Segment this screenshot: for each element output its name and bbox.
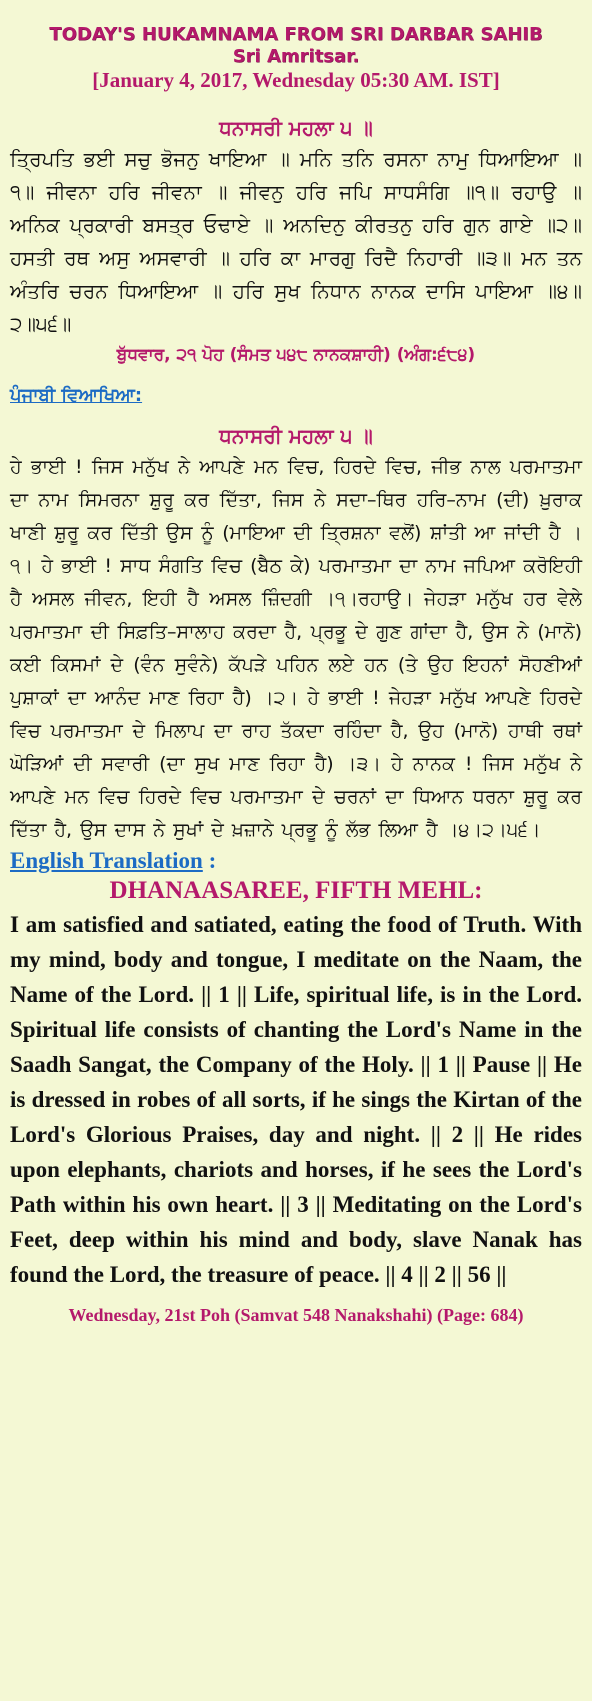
english-raag-heading: DHANAASAREE, FIFTH MEHL: [109,877,483,904]
location-line: Sri Amritsar. [232,46,360,67]
gurbani-text: ਤ੍ਰਿਪਤਿ ਭਈ ਸਚੁ ਭੋਜਨੁ ਖਾਇਆ ॥ ਮਨਿ ਤਨਿ ਰਸਨਾ ਨਾਮੁ ਧਿਆਇਆ ॥੧॥ ਜੀਵਨਾ ਹਰਿ ਜੀਵਨਾ ॥ ਜੀਵਨੁ ਹਰਿ ਜਪਿ ਸਾਧਸੰਗਿ ॥੧॥ ਰਹਾਉ ॥ ਅਨਿਕ ਪ੍ਰਕਾਰੀ ਬਸਤ੍ਰ ਓਢਾਏ ॥ ਅਨਦਿਨੁ ਕੀਰਤਨੁ ਹਰਿ ਗੁਨ ਗਾਏ ॥੨॥ ਹਸਤੀ ਰਥ ਅਸੁ ਅਸਵਾਰੀ ॥ ਹਰਿ ਕਾ ਮਾਰਗੁ ਰਿਦੈ ਨਿਹਾਰੀ ॥੩॥ ਮਨ ਤਨ ਅੰਤਰਿ ਚਰਨ ਧਿਆਇਆ ॥ ਹਰਿ ਸੁਖ ਨਿਧਾਨ ਨਾਨਕ ਦਾਸਿ ਪਾਇਆ ॥੪॥੨॥੫੬॥ [10,147,582,336]
english-translation-text: I am satisfied and satiated, eating the food of Truth. With my mind, body and tongue, I meditate on the Naam, the Name of the Lord. || 1 || Life, spiritual life, is in the Lord. Spiritual life consists of chanting the Lord's Name in the Saadh Sangat, the Company of the Holy. || 1 || Pause || He is dressed in robes of all sorts, if he sings the Kirtan of the Lord's Glorious Praises, day and night. || 2 || He rides upon elephants, chariots and horses, if he sees the Lord's Path within his own heart. || 3 || Meditating on the Lord's Feet, deep within his mind and body, slave Nanak has found the Lord, the treasure of peace. || 4 || 2 || 56 || [10,912,582,1287]
punjabi-explanation-text: ਹੇ ਭਾਈ ! ਜਿਸ ਮਨੁੱਖ ਨੇ ਆਪਣੇ ਮਨ ਵਿਚ, ਹਿਰਦੇ ਵਿਚ, ਜੀਭ ਨਾਲ ਪਰਮਾਤਮਾ ਦਾ ਨਾਮ ਸਿਮਰਨਾ ਸ਼ੁਰੂ ਕਰ ਦਿੱਤਾ, ਜਿਸ ਨੇ ਸਦਾ–ਥਿਰ ਹਰਿ–ਨਾਮ (ਦੀ) ਖ਼ੁਰਾਕ ਖਾਣੀ ਸ਼ੁਰੂ ਕਰ ਦਿੱਤੀ ਉਸ ਨੂੰ (ਮਾਇਆ ਦੀ ਤ੍ਰਿਸ਼ਨਾ ਵਲੋਂ) ਸ਼ਾਂਤੀ ਆ ਜਾਂਦੀ ਹੈ ।੧। ਹੇ ਭਾਈ ! ਸਾਧ ਸੰਗਤਿ ਵਿਚ (ਬੈਠ ਕੇ) ਪਰਮਾਤਮਾ ਦਾ ਨਾਮ ਜਪਿਆ ਕਰੋਇਹੀ ਹੈ ਅਸਲ ਜੀਵਨ, ਇਹੀ ਹੈ ਅਸਲ ਜ਼ਿੰਦਗੀ ।੧।ਰਹਾਉ। ਜੇਹੜਾ ਮਨੁੱਖ ਹਰ ਵੇਲੇ ਪਰਮਾਤਮਾ ਦੀ ਸਿਫ਼ਤਿ–ਸਾਲਾਹ ਕਰਦਾ ਹੈ, ਪ੍ਰਭੂ ਦੇ ਗੁਣ ਗਾਂਦਾ ਹੈ, ਉਸ ਨੇ (ਮਾਨੋ) ਕਈ ਕਿਸਮਾਂ ਦੇ (ਵੰਨ ਸੁਵੰਨੇ) ਕੱਪੜੇ ਪਹਿਨ ਲਏ ਹਨ (ਤੇ ਉਹ ਇਹਨਾਂ ਸੋਹਣੀਆਂ ਪੁਸ਼ਾਕਾਂ ਦਾ ਆਨੰਦ ਮਾਣ ਰਿਹਾ ਹੈ) ।੨। ਹੇ ਭਾਈ ! ਜੇਹੜਾ ਮਨੁੱਖ ਆਪਣੇ ਹਿਰਦੇ ਵਿਚ ਪਰਮਾਤਮਾ ਦੇ ਮਿਲਾਪ ਦਾ ਰਾਹ ਤੱਕਦਾ ਰਹਿੰਦਾ ਹੈ, ਉਹ (ਮਾਨੋ) ਹਾਥੀ ਰਥਾਂ ਘੋੜਿਆਂ ਦੀ ਸਵਾਰੀ (ਦਾ ਸੁਖ ਮਾਣ ਰਿਹਾ ਹੈ) ।੩। ਹੇ ਨਾਨਕ ! ਜਿਸ ਮਨੁੱਖ ਨੇ ਆਪਣੇ ਮਨ ਵਿਚ ਹਿਰਦੇ ਵਿਚ ਪਰਮਾਤਮਾ ਦੇ ਚਰਨਾਂ ਦਾ ਧਿਆਨ ਧਰਨਾ ਸ਼ੁਰੂ ਕਰ ਦਿੱਤਾ ਹੈ, ਉਸ ਦਾਸ ਨੇ ਸੁਖਾਂ ਦੇ ਖ਼ਜ਼ਾਨੇ ਪ੍ਰਭੂ ਨੂੰ ਲੱਭ ਲਿਆ ਹੈ ।੪।੨।੫੬। [10,456,582,841]
date-page-info-punjabi: ਬੁੱਧਵਾਰ, ੨੧ ਪੋਹ (ਸੰਮਤ ੫੪੮ ਨਾਨਕਸ਼ਾਹੀ) (ਅੰਗ:੬੮੪) [116,345,476,365]
page-title: TODAY'S HUKAMNAMA FROM SRI DARBAR SAHIB [49,24,543,45]
punjabi-explanation-heading: ਪੰਜਾਬੀ ਵਿਆਖਿਆ: [10,385,143,406]
explanation-raag-heading: ਧਨਾਸਰੀ ਮਹਲਾ ੫ ॥ [219,424,373,448]
english-translation-label: English Translation [10,848,203,873]
date-page-info-english: Wednesday, 21st Poh (Samvat 548 Nanakshahi) (Page: 684) [68,1305,524,1325]
english-translation-colon: : [202,848,217,873]
raag-heading: ਧਨਾਸਰੀ ਮਹਲਾ ੫ ॥ [219,116,373,140]
date-line: [January 4, 2017, Wednesday 05:30 AM. IST] [92,68,500,92]
english-translation-heading [10,847,582,875]
